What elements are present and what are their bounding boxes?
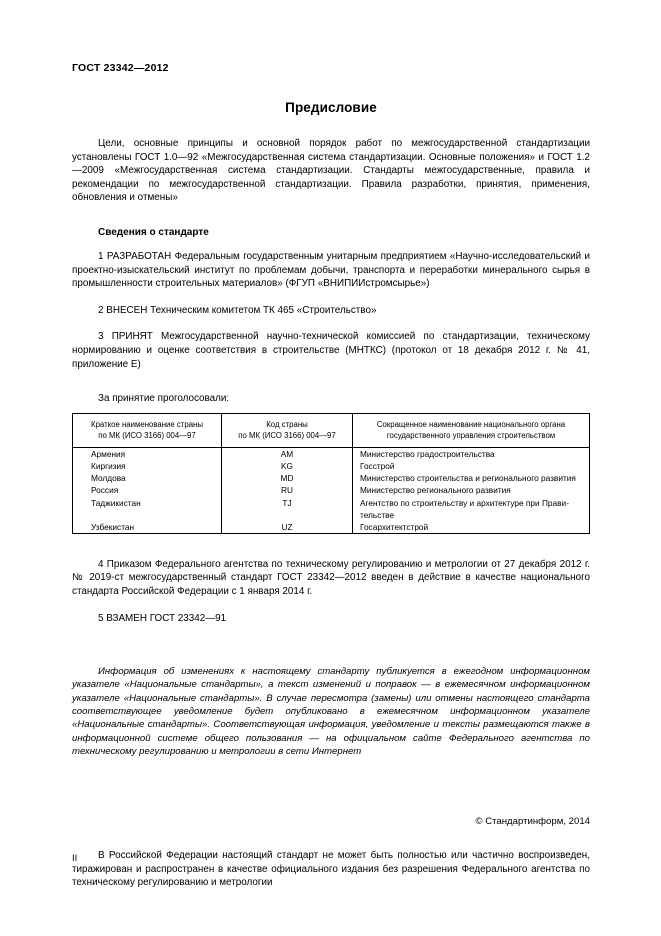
standard-info-item-4: 4 Приказом Федерального агентства по техническому регулированию и метрологии от 27 декабря 2012 г. № 2019-ст межгосударственный стандарт ГОСТ 23342—2012 введен в действие в качестве национального стандарта Российской Федерации с 1 января 2014 г. [72,558,590,597]
standard-info-item-2: 2 ВНЕСЕН Техническим комитетом ТК 465 «Строительство» [98,304,377,316]
standard-info-item-3: 3 ПРИНЯТ Межгосударственной научно-технической комиссией по стандартизации, техническому нормированию и оценке соответствия в строительстве (МНТКС) (протокол от 18 декабря 2012 г. № 41, приложение Е) [72,331,590,370]
header-organ-line2: государственного управления строительством [386,431,556,441]
country-name: Армения [91,449,126,460]
amendments-notice-text: Информация об изменениях к настоящему стандарту публикуется в ежегодном информационном указателе «Национальные стандарты», а текст изменений и поправок — в ежемесячном информационном указателе «Национальные стандарты». В случае пересмотра (замены) или отмены настоящего стандарта соответствующее уведомление будет опубликовано в ежемесячном информационном указателе «Национальные стандарты». Соответствующая информация, уведомление и тексты размещаются также в информационной системе общего пользования — на официальном сайте Федерального агентства по техническому регулированию и метрологии в сети Интернет [72,666,590,757]
header-cell-country [73,414,222,448]
reproduction-notice-block [72,849,590,890]
header-organ-line1: Сокращенное наименование национального органа [376,420,566,430]
standard-info-item-5: 5 ВЗАМЕН ГОСТ 23342—91 [98,612,227,624]
organ-name-line1: Агентство по строительству и архитектуре при Прави- [360,497,569,508]
country-name: Молдова [91,473,126,484]
country-code: UZ [281,521,293,532]
country-code: MD [280,473,294,484]
organ-name: Министерство строительства и регионального развития [360,473,576,484]
spacer [72,218,590,227]
header-code-line2: по МК (ИСО 3166) 004—97 [238,431,336,441]
body-cell-organs [353,448,590,534]
spacer [72,384,590,393]
table-header-row [73,414,590,448]
country-name: Таджикистан [91,497,141,508]
table-body-row [73,448,590,534]
vote-lead-in: За принятие проголосовали: [98,393,230,405]
page-content [72,62,590,890]
reproduction-notice-text: В Российской Федерации настоящий стандарт не может быть полностью или частично воспроизведен, тиражирован и распространен в качестве официального издания без разрешения Федерального агентства по техническому регулированию и метрологии [72,850,590,889]
country-name: Россия [91,485,119,496]
country-code: KG [281,461,293,472]
organ-name: Министерство регионального развития [360,485,511,496]
country-code: AM [280,449,294,460]
standard-info-heading: Сведения о стандарте [98,226,209,238]
intro-paragraph: Цели, основные принципы и основной порядок работ по межгосударственной стандартизации установлены ГОСТ 1.0—92 «Межгосударственная система стандартизации. Основные положения» и ГОСТ 1.2—2009 «Межгосударственная система стандартизации. Стандарты межгосударственные, правила и рекомендации по межгосударственной стандартизации. Правила разработки, принятия, применения, обновления и отмены» [72,138,590,204]
page-title: Предисловие [285,100,377,115]
standard-info-item-1: 1 РАЗРАБОТАН Федеральным государственным унитарным предприятием «Научно-исследовательский и проектно-изыскательский институт по проблемам добычи, транспорта и переработки минерального сырья в промышленности строительных материалов» (ФГУП «ВНИПИИстромсырье») [72,250,590,290]
country-code: TJ [282,497,292,508]
voting-countries-table [72,413,590,534]
spacer [72,549,590,558]
copyright-line: © Стандартинформ, 2014 [475,816,590,828]
header-code-line1: Код страны [266,420,308,430]
amendments-notice-block [72,665,590,758]
header-country-line2: по МК (ИСО 3166) 004—97 [98,431,196,441]
country-name: Узбекистан [91,521,135,532]
country-code: RU [281,485,293,496]
header-cell-organ [353,414,590,448]
header-country-line1: Краткое наименование страны [91,420,203,430]
organ-name: Госстрой [360,461,395,472]
body-cell-codes [222,448,353,534]
page-folio: II [72,853,78,864]
body-cell-countries [73,448,222,534]
organ-name: Министерство градостроительства [360,449,495,460]
organ-name: Госархитектстрой [360,521,429,532]
header-cell-code [222,414,353,448]
standard-code-header: ГОСТ 23342—2012 [72,62,169,74]
organ-name-line2: тельстве [360,509,395,520]
country-name: Киргизия [91,461,126,472]
